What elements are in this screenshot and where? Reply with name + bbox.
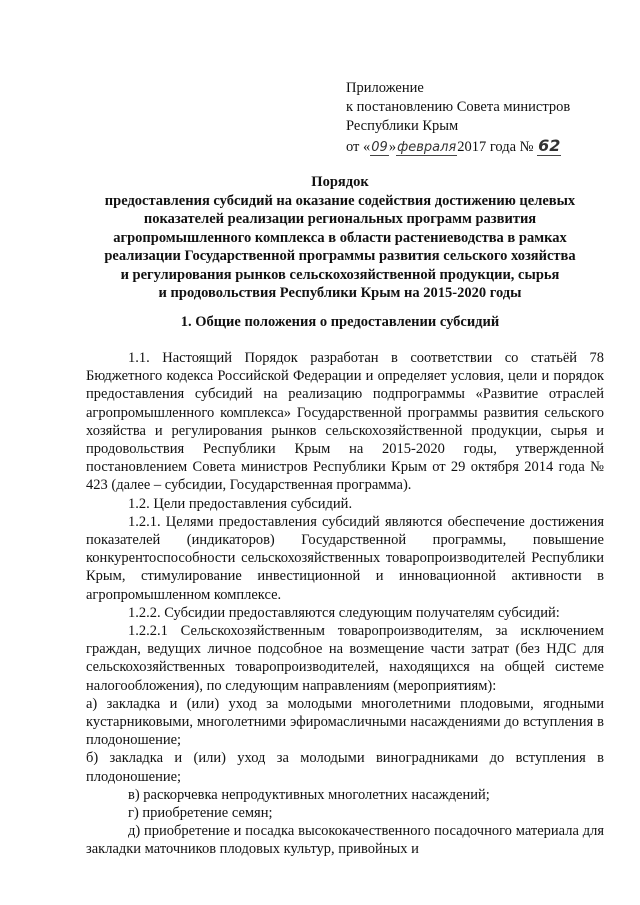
title-line: реализации Государственной программы развития сельского хозяйства [104,248,576,264]
date-year-text: 2017 года № [457,139,534,155]
paragraph-1-2-2: 1.2.2. Субсидии предоставляются следующим получателям субсидий: [128,604,560,621]
paragraph-1-2: 1.2. Цели предоставления субсидий. [128,495,353,512]
document-title [70,173,610,303]
title-line: агропромышленного комплекса в области растениеводства в рамках [113,229,567,246]
section-heading: 1. Общие положения о предоставлении субсидий [180,314,500,330]
appendix-republic: Республики Крым [346,118,459,134]
handwritten-month: февраля [397,140,457,155]
title-line: и продовольствия Республики Крым на 2015-2020 годы [158,285,522,301]
title-line: предоставления субсидий на оказание содействия достижению целевых [104,192,576,209]
list-item-a: а) закладка и (или) уход за молодыми многолетними плодовыми, ягодными кустарниковыми, многолетними эфиромасличными насаждениями до вступления в плодоношение; [86,695,604,749]
list-item-d: д) приобретение и посадка высококачественного посадочного материала для закладки маточников плодовых культур, привойных и [86,823,604,858]
document-body [86,349,604,859]
appendix-label: Приложение [346,80,424,96]
title-line: и регулирования рынков сельскохозяйственной продукции, сырья [120,266,560,283]
date-mid: » [388,139,397,155]
list-item-b: б) закладка и (или) уход за молодыми виноградниками до вступления в плодоношение; [86,750,604,785]
list-item-g: г) приобретение семян; [128,805,273,822]
list-item-v: в) раскорчевка непродуктивных многолетних насаждений; [128,786,490,803]
handwritten-doc-number: 62 [538,136,561,155]
paragraph-1-2-1: 1.2.1. Целями предоставления субсидий являются обеспечение достижения показателей (индикаторов) Государственной программы, повышение конкурентоспособности сельскохозяйственных товаропроизводителей Республики Крым, стимулирование инвестиционной и инновационной активности в агропромышленном комплексе. [86,513,604,603]
appendix-resolution: к постановлению Совета министров [346,99,571,115]
title-line: показателей реализации региональных программ развития [143,211,537,227]
paragraph-1-1: 1.1. Настоящий Порядок разработан в соответствии со статьёй 78 Бюджетного кодекса Российской Федерации и определяет условия, цели и порядок предоставления субсидий на реализацию подпрограммы «Развитие отраслей агропромышленного комплекса» Государственной программы развития сельского хозяйства и регулирования рынков сельскохозяйственной продукции, сырья и продовольствия Республики Крым на 2015-2020 годы, утвержденной постановлением Совета министров Республики Крым от 29 октября 2014 года № 423 (далее – субсидии, Государственная программа). [86,350,604,494]
paragraph-1-2-2-1: 1.2.2.1 Сельскохозяйственным товаропроизводителям, за исключением граждан, ведущих личное подсобное на возмещение части затрат (без НДС для сельскохозяйственных товаропроизводителей, находящихся на общей системе налогообложения), по следующим направлениям (мероприятиям): [86,623,604,694]
date-prefix: от « [346,139,371,155]
handwritten-day: 09 [371,140,388,155]
title-heading: Порядок [311,174,369,190]
appendix-block [346,79,616,157]
appendix-date-line [346,136,616,157]
